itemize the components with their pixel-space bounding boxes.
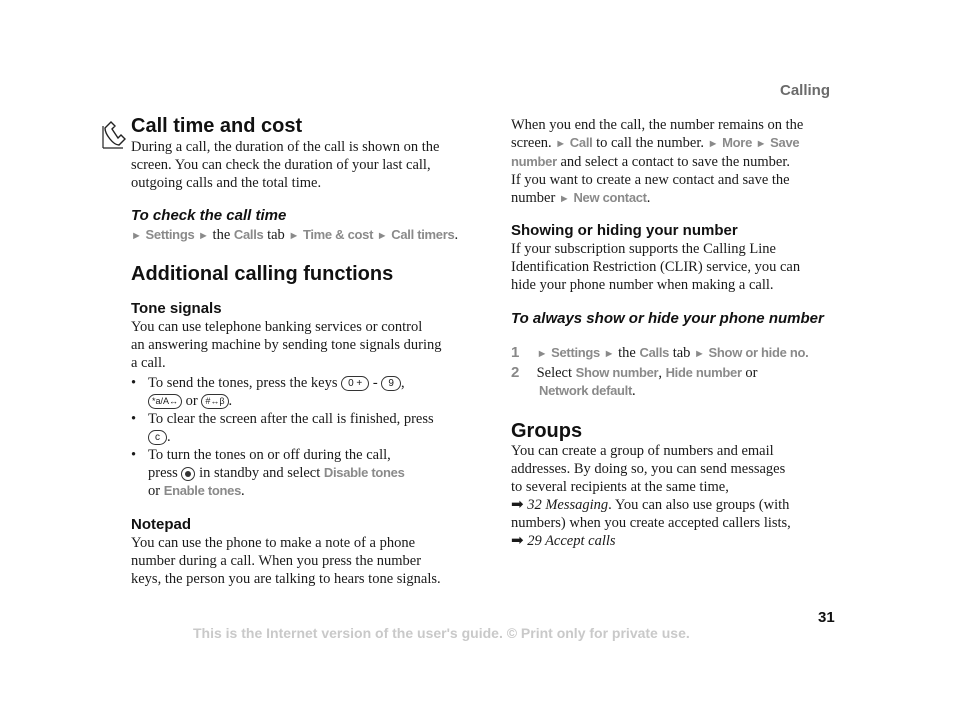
arrow-right-icon: ► [603,348,615,360]
show-hide-title: Showing or hiding your number [511,222,738,239]
reference-arrow-icon: ➡ [511,497,524,513]
tone-signals-title: Tone signals [131,300,222,317]
option-show-number[interactable]: Show number [575,365,659,380]
option-hide-number[interactable]: Hide number [665,365,742,380]
key-c: c [148,430,167,445]
menu-settings[interactable]: Settings [145,227,195,242]
key-hash: #↔β [201,394,228,409]
show-hide-subtitle: To always show or hide your phone number [511,310,824,327]
arrow-right-icon: ► [376,230,388,242]
phone-icon [101,120,127,150]
check-call-time-subtitle: To check the call time [131,207,287,224]
menu-save[interactable]: Save [770,135,800,150]
bullet-clear-screen: To clear the screen after the call is finished, press c . [148,411,434,445]
menu-calls[interactable]: Calls [639,345,670,360]
additional-functions-title: Additional calling functions [131,263,394,285]
page-number: 31 [818,609,835,626]
arrow-right-icon: ► [694,348,705,360]
call-time-text: During a call, the duration of the call is shown on the screen. You can check the duration of your last call, outgoing calls and the total time. [131,139,440,191]
menu-call[interactable]: Call [569,135,593,150]
menu-time-cost[interactable]: Time & cost [302,227,374,242]
step-1: 1 ► Settings ► the Calls tab ► Show or hide no. [511,344,809,361]
ref-accept-calls[interactable]: 29 Accept calls [527,533,616,549]
arrow-right-icon: ► [198,230,209,242]
step-number: 2 [511,364,520,381]
groups-text: You can create a group of numbers and email addresses. By doing so, you can send messages to several recipients at the same time, ➡ 32 Messaging. You can also use groups (with numbers) when you create accepted callers lists, ➡ 29 Accept calls [511,443,791,549]
section-header: Calling [780,82,831,99]
arrow-right-icon: ► [558,193,570,205]
arrow-right-icon: ► [536,348,548,360]
tone-signals-text: You can use telephone banking services or control an answering machine by sending tone signals during a call. [131,319,442,371]
arrow-right-icon: ► [131,230,142,242]
menu-show-hide-no[interactable]: Show or hide no. [708,345,809,360]
key-0-plus: 0 + [341,376,369,391]
menu-calls[interactable]: Calls [233,227,264,242]
option-network-default[interactable]: Network default [539,383,633,398]
bullet-send-tones: To send the tones, press the keys 0 + - 9 , [148,375,405,391]
step-2: 2 Select Show number, Hide number or [511,364,758,381]
reference-arrow-icon: ➡ [511,533,524,549]
menu-enable-tones[interactable]: Enable tones [163,483,242,498]
menu-save-number[interactable]: number [511,154,557,169]
key-star: *a/A↔ [148,394,182,409]
menu-more[interactable]: More [722,135,752,150]
menu-settings[interactable]: Settings [551,345,600,360]
end-call-text: When you end the call, the number remains on the screen. ► Call to call the number. ► More ► Save number and select a contact to save the number. If you want to create a new contact and save the number ► New contact. [511,117,804,206]
menu-new-contact[interactable]: New contact [573,190,647,205]
bullet-dot: • [131,447,137,463]
navigation-key-icon [181,467,195,481]
bullet-toggle-tones: To turn the tones on or off during the call, press in standby and select Disable tones or Enable tones. [148,447,405,499]
footer-notice: This is the Internet version of the user's guide. © Print only for private use. [193,625,690,641]
step-2-cont: Network default. [539,383,636,399]
bullet-send-tones-keys: *a/A↔ or #↔β . [148,392,232,410]
notepad-text: You can use the phone to make a note of a phone number during a call. When you press the number keys, the person you are talking to hears tone signals. [131,535,441,587]
check-call-time-nav: ► Settings ► the Calls tab ► Time & cost ► Call timers. [131,227,459,243]
menu-disable-tones[interactable]: Disable tones [323,465,405,480]
notepad-title: Notepad [131,516,191,533]
arrow-right-icon: ► [755,138,767,150]
bullet-dot: • [131,411,137,427]
step-number: 1 [511,344,520,361]
groups-title: Groups [511,420,583,442]
arrow-right-icon: ► [555,138,567,150]
show-hide-text: If your subscription supports the Calling Line Identification Restriction (CLIR) service, you can hide your phone number when making a call. [511,241,801,293]
menu-call-timers[interactable]: Call timers [391,227,455,242]
bullet-dot: • [131,375,137,391]
arrow-right-icon: ► [707,138,719,150]
call-time-title: Call time and cost [131,115,303,137]
arrow-right-icon: ► [288,230,300,242]
ref-messaging[interactable]: 32 Messaging [527,497,609,513]
key-9: 9 [381,376,401,391]
